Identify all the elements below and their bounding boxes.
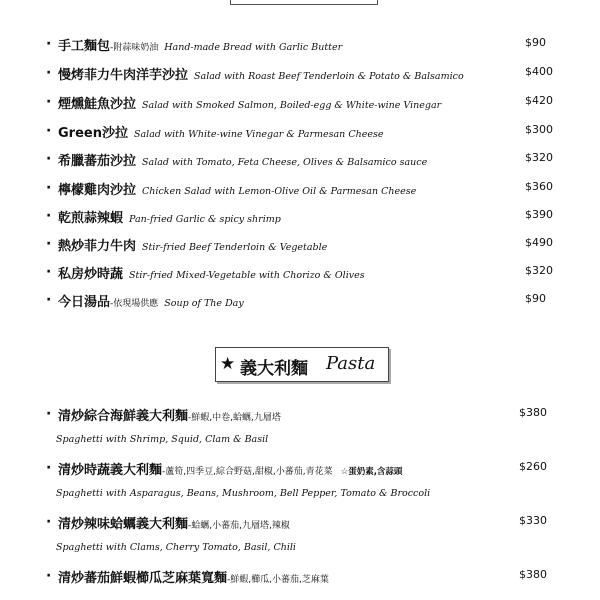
menu-item	[0, 207, 600, 227]
diet-tag: ☆蛋奶素,含蒜頭	[340, 467, 403, 477]
item-ingredients: -蛤蠣,小蕃茄,九層塔,辣椒	[188, 521, 290, 531]
item-price: $320	[525, 151, 553, 164]
item-price: $300	[525, 123, 553, 136]
item-english: Stir-fried Mixed-Vegetable with Chorizo & Olives	[129, 270, 365, 281]
item-price: $320	[525, 264, 553, 277]
item-english: Stir-fried Beef Tenderloin & Vegetable	[142, 242, 328, 253]
item-price: $420	[525, 94, 553, 107]
item-name: 慢烤菲力牛肉洋芋沙拉 Salad with Roast Beef Tenderloin & Potato & Balsamico	[58, 68, 464, 83]
item-name: 清炒辣味蛤蠣義大利麵-蛤蠣,小蕃茄,九層塔,辣椒	[58, 517, 290, 532]
bullet: ·	[46, 406, 52, 422]
menu-item	[0, 122, 600, 142]
item-name: 熱炒菲力牛肉 Stir-fried Beef Tenderloin & Vegetable	[58, 239, 328, 254]
item-name: 清炒綜合海鮮義大利麵-鮮蝦,中卷,蛤蠣,九層塔	[58, 409, 281, 424]
bullet: ·	[46, 94, 52, 110]
item-ingredients: -鮮蝦,櫛瓜,小蕃茄,芝麻葉	[227, 575, 329, 585]
item-name: 檸檬雞肉沙拉 Chicken Salad with Lemon-Olive Oil & Parmesan Cheese	[58, 183, 417, 198]
star-icon: ★	[220, 354, 236, 374]
item-english: Hand-made Bread with Garlic Butter	[164, 42, 343, 53]
menu-item	[0, 150, 600, 170]
item-english: Spaghetti with Shrimp, Squid, Clam & Basil	[56, 434, 269, 445]
item-name: 私房炒時蔬 Stir-fried Mixed-Vegetable with Chorizo & Olives	[58, 267, 365, 282]
item-english: Spaghetti with Asparagus, Beans, Mushroom, Bell Pepper, Tomato & Broccoli	[56, 488, 431, 499]
item-ingredients: -鮮蝦,中卷,蛤蠣,九層塔	[188, 413, 281, 423]
menu-item	[0, 93, 600, 113]
item-name: 清炒蕃茄鮮蝦櫛瓜芝麻葉寬麵-鮮蝦,櫛瓜,小蕃茄,芝麻葉	[58, 571, 329, 586]
item-price: $330	[519, 514, 547, 527]
item-note: -依現場供應	[110, 299, 159, 309]
item-price: $90	[525, 292, 546, 305]
item-price: $490	[525, 236, 553, 249]
pasta-item	[0, 459, 600, 479]
bullet: ·	[46, 36, 52, 52]
bullet: ·	[46, 151, 52, 167]
item-english: Salad with Roast Beef Tenderloin & Potato & Balsamico	[194, 71, 464, 82]
bullet: ·	[46, 292, 52, 308]
bullet: ·	[46, 123, 52, 139]
item-price: $400	[525, 65, 553, 78]
bullet: ·	[46, 568, 52, 584]
bullet: ·	[46, 180, 52, 196]
item-english: Salad with White-wine Vinegar & Parmesan Cheese	[133, 129, 384, 140]
item-name: 手工麵包-附蒜味奶油 Hand-made Bread with Garlic Butter	[58, 39, 343, 54]
bullet: ·	[46, 460, 52, 476]
bullet: ·	[46, 65, 52, 81]
item-name: 今日湯品-依現場供應 Soup of The Day	[58, 295, 244, 310]
menu-item	[0, 64, 600, 84]
menu-item	[0, 291, 600, 311]
bullet: ·	[46, 264, 52, 280]
item-price: $90	[525, 36, 546, 49]
item-english: Salad with Smoked Salmon, Boiled-egg & White-wine Vinegar	[142, 100, 442, 111]
item-name: 煙燻鮭魚沙拉 Salad with Smoked Salmon, Boiled-egg & White-wine Vinegar	[58, 97, 442, 112]
menu-item	[0, 235, 600, 255]
pasta-item	[0, 567, 600, 587]
previous-section-header-box	[230, 0, 378, 5]
item-english: Chicken Salad with Lemon-Olive Oil & Parmesan Cheese	[142, 186, 417, 197]
item-name: Green沙拉 Salad with White-wine Vinegar & Parmesan Cheese	[58, 126, 384, 141]
item-note: -附蒜味奶油	[110, 43, 159, 53]
item-name: 希臘蕃茄沙拉 Salad with Tomato, Feta Cheese, Olives & Balsamico sauce	[58, 154, 428, 169]
pasta-item	[0, 513, 600, 533]
item-price: $380	[519, 568, 547, 581]
item-english: Pan-fried Garlic & spicy shrimp	[129, 214, 281, 225]
section-title-zh: 義大利麵	[240, 359, 308, 379]
item-english: Soup of The Day	[164, 298, 244, 309]
item-ingredients: -蘆筍,四季豆,綜合野菇,甜椒,小蕃茄,青花菜	[162, 467, 333, 477]
item-english: Spaghetti with Clams, Cherry Tomato, Basil, Chili	[56, 542, 296, 553]
menu-item	[0, 263, 600, 283]
pasta-item	[0, 405, 600, 425]
menu-item	[0, 35, 600, 55]
bullet: ·	[46, 514, 52, 530]
item-name: 乾煎蒜辣蝦 Pan-fried Garlic & spicy shrimp	[58, 211, 281, 226]
bullet: ·	[46, 236, 52, 252]
menu-item	[0, 179, 600, 199]
bullet: ·	[46, 208, 52, 224]
item-price: $260	[519, 460, 547, 473]
item-price: $390	[525, 208, 553, 221]
section-title-en: Pasta	[326, 353, 376, 374]
item-price: $380	[519, 406, 547, 419]
item-name: 清炒時蔬義大利麵-蘆筍,四季豆,綜合野菇,甜椒,小蕃茄,青花菜 ☆蛋奶素,含蒜頭	[58, 463, 403, 478]
item-price: $360	[525, 180, 553, 193]
pasta-section-header	[215, 347, 389, 382]
item-english: Salad with Tomato, Feta Cheese, Olives & Balsamico sauce	[142, 157, 428, 168]
